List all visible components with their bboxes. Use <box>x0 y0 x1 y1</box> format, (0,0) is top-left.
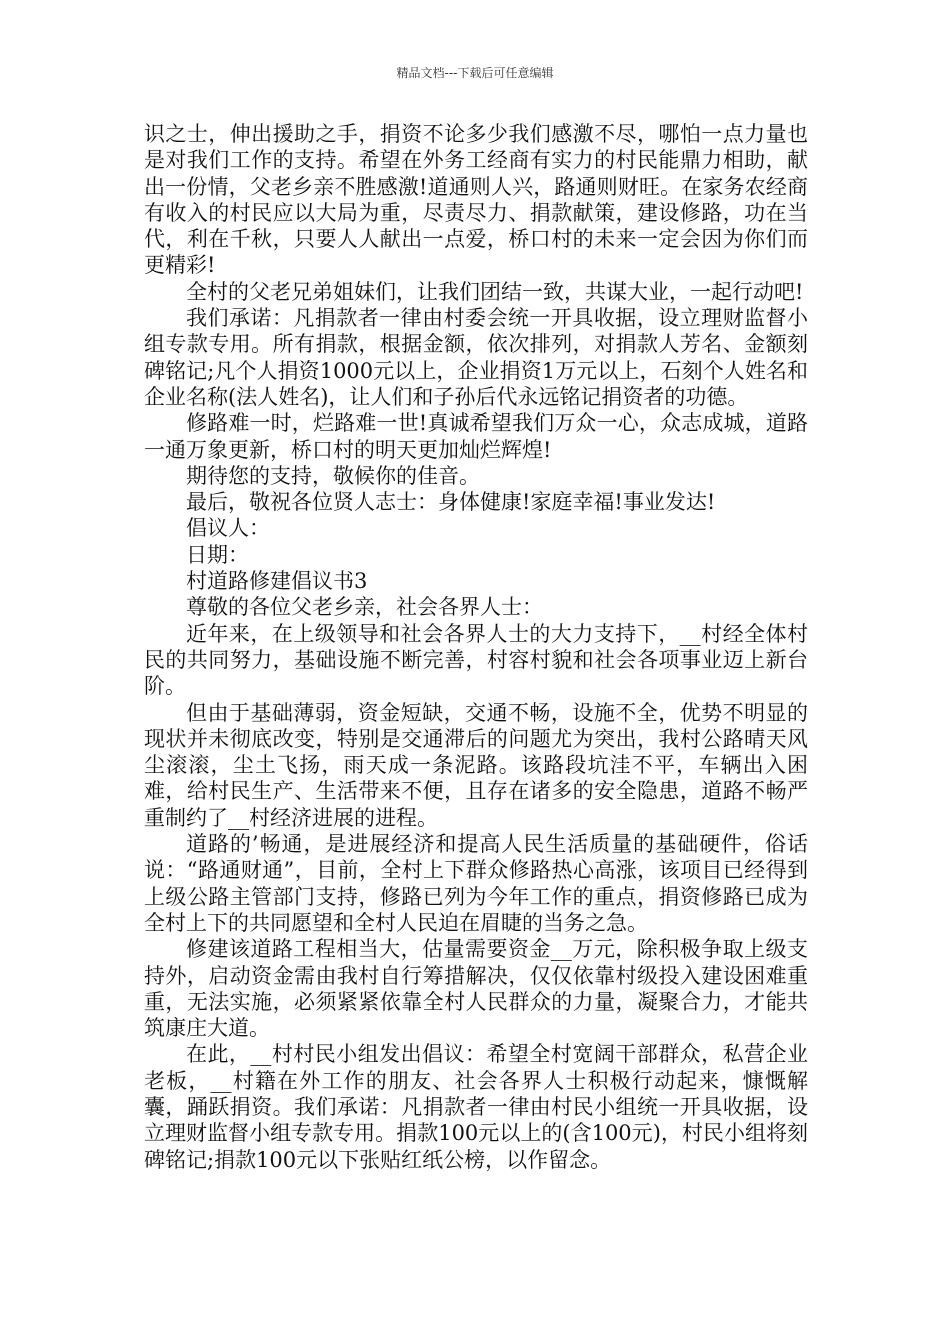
paragraph: 倡议人： <box>186 516 270 541</box>
paragraph: 近年来，在上级领导和社会各界人士的大力支持下，__村经全体村民的共同努力，基础设施不断完善，村容村貌和社会各项事业迈上新台阶。 <box>144 621 808 699</box>
paragraph: 期待您的支持，敬候你的佳音。 <box>186 463 480 488</box>
page-header: 精品文档---下载后可任意编辑 <box>396 66 554 80</box>
paragraph: 日期： <box>186 542 249 567</box>
salutation: 尊敬的各位父老乡亲，社会各界人士： <box>186 595 543 620</box>
section-title: 村道路修建倡议书3 <box>186 569 368 594</box>
paragraph: 修路难一时，烂路难一世!真诚希望我们万众一心，众志成城，道路一通万象更新，桥口村的明天更加灿烂辉煌! <box>144 411 808 462</box>
paragraph: 识之士，伸出援助之手，捐资不论多少我们感激不尽，哪怕一点力量也是对我们工作的支持。希望在外务工经商有实力的村民能鼎力相助，献出一份情，父老乡亲不胜感激!道通则人兴，路通则财旺。在家务农经商有收入的村民应以大局为重，尽责尽力、捐款献策，建设修路，功在当代，利在千秋，只要人人献出一点爱，桥口村的未来一定会因为你们而更精彩! <box>144 122 808 278</box>
paragraph: 全村的父老兄弟姐妹们，让我们团结一致，共谋大业，一起行动吧! <box>186 279 804 304</box>
paragraph: 最后，敬祝各位贤人志士：身体健康!家庭幸福!事业发达! <box>186 490 716 515</box>
paragraph: 修建该道路工程相当大，估量需要资金__万元，除积极争取上级支持外，启动资金需由我村自行筹措解决，仅仅依靠村级投入建设困难重重，无法实施，必须紧紧依靠全村人民群众的力量，凝聚合力，才能共筑康庄大道。 <box>144 937 808 1041</box>
paragraph: 道路的’畅通，是进展经济和提高人民生活质量的基础硬件，俗话说：“路通财通”，目前，全村上下群众修路热心高涨，该项目已经得到上级公路主管部门支持，修路已列为今年工作的重点，捐资修路已成为全村上下的共同愿望和全村人民迫在眉睫的当务之急。 <box>144 832 808 935</box>
document-body <box>144 121 808 1173</box>
paragraph: 我们承诺：凡捐款者一律由村委会统一开具收据，设立理财监督小组专款专用。所有捐款，根据金额，依次排列，对捐款人芳名、金额刻碑铭记;凡个人捐资1000元以上，企业捐资1万元以上，石刻个人姓名和企业名称(法人姓名)，让人们和子孙后代永远铭记捐资者的功德。 <box>144 306 808 409</box>
paragraph: 但由于基础薄弱，资金短缺，交通不畅，设施不全，优势不明显的现状并未彻底改变，特别是交通滞后的问题尤为突出，我村公路晴天风尘滚滚，尘土飞扬，雨天成一条泥路。该路段坑洼不平，车辆出入困难，给村民生产、生活带来不便，且存在诸多的安全隐患，道路不畅严重制约了__村经济进展的进程。 <box>144 700 808 830</box>
paragraph: 在此，__村村民小组发出倡议：希望全村宽阔干部群众，私营企业老板，__村籍在外工作的朋友、社会各界人士积极行动起来，慷慨解囊，踊跃捐资。我们承诺：凡捐款者一律由村民小组统一开具收据，设立理财监督小组专款专用。捐款100元以上的(含100元)，村民小组将刻碑铭记;捐款100元以下张贴红纸公榜，以作留念。 <box>144 1042 808 1172</box>
